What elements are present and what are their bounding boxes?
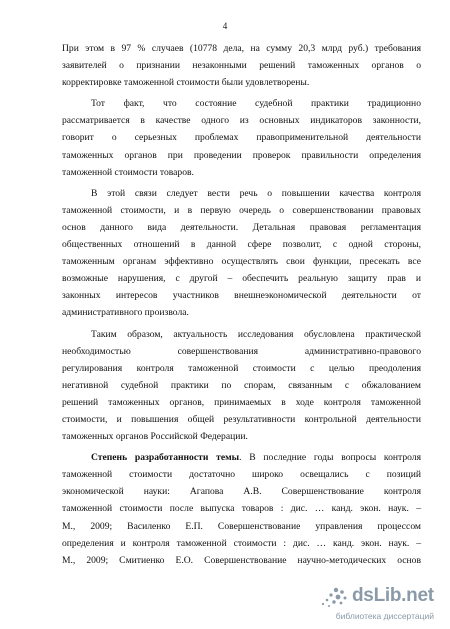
text-line: Таким образом, актуальность исследования обусловлена практической [91,328,421,340]
text-line: таможенной стоимости товаров. [62,166,194,178]
text-line: решений таможенных органов, принимаемых в ходе контроля таможенной [62,396,421,408]
text-line: таможенных органов Российской Федерации. [62,431,248,443]
text-line: М., 2009; Василенко Е.П. Совершенствование управления процессом [62,520,421,532]
dslib-logo-icon [314,585,350,609]
paragraph-4 [62,326,421,446]
text-line: общественных отношений в данной сфере позволит, с одной стороны, [62,239,421,251]
watermark [314,585,434,625]
text-line [62,449,421,466]
text-line: При этом в 97 % случаев (10778 дела, на сумму 20,3 млрд руб.) требования [62,43,421,54]
text-line: негативной судебной практики по спорам, связанным с обжалованием [62,379,421,391]
page-number: 4 [222,21,228,31]
text-line: необходимостью совершенствования административно-правового [62,345,421,357]
paragraph-2 [62,95,421,180]
text-line: экономической науки: Агапова А.В. Совершенствование контроля [62,486,421,498]
text-line: основ данного вида деятельности. Детальная правовая регламентация [62,221,421,233]
watermark-caption: библиотека диссертаций [335,611,434,621]
paragraph-5 [62,449,421,569]
text-line: таможенной стоимости достаточно широко освещались с позиций [62,469,421,481]
text-line: говорит о серьезных проблемах правоприменительной деятельности [62,132,421,144]
text-line: определения и контроля таможенной стоимости : дис. … канд. экон. наук. – [62,537,421,549]
text-line: таможенным органам эффективно осуществлять свои функции, пресекать все [62,256,421,268]
text-line: М., 2009; Смитиенко Е.О. Совершенствование научно-методических основ [62,554,421,566]
text-line: законных интересов участников внешнеэкономической деятельности от [62,290,421,302]
text-line: регулирования контроля таможенной стоимости с целью преодоления [62,362,421,374]
watermark-brand: dsLib.net [352,585,434,606]
text-line: В этой связи следует вести речь о повышении качества контроля [91,187,421,199]
text-line: корректировке таможенной стоимости были удовлетворены. [62,77,310,89]
section-heading: Степень разработанности темы [91,452,240,464]
text-line: административного произвола. [62,307,189,319]
heading-line-rest: . В последние годы вопросы контроля [239,452,421,464]
text-line: рассматривается в качестве одного из основных индикаторов законности, [62,115,421,127]
text-line: заявителей о признании незаконными решений таможенных органов о [62,60,421,72]
document-body [62,40,421,569]
paragraph-3 [62,185,421,322]
text-line: таможенной стоимости, и в первую очередь о совершенствовании правовых [62,204,421,216]
text-line: возможные нарушения, с другой – обеспечить реальную защиту прав и [62,273,421,285]
text-line: таможенной стоимости после выпуска товаров : дис. … канд. экон. наук. – [62,503,421,515]
paragraph-1 [62,40,421,91]
text-line: таможенных органов при проведении проверок правильности определения [62,149,421,161]
text-line: стоимости, и повышения общей результативности контрольной деятельности [62,413,421,425]
text-line: Тот факт, что состояние судебной практики традиционно [91,98,421,110]
